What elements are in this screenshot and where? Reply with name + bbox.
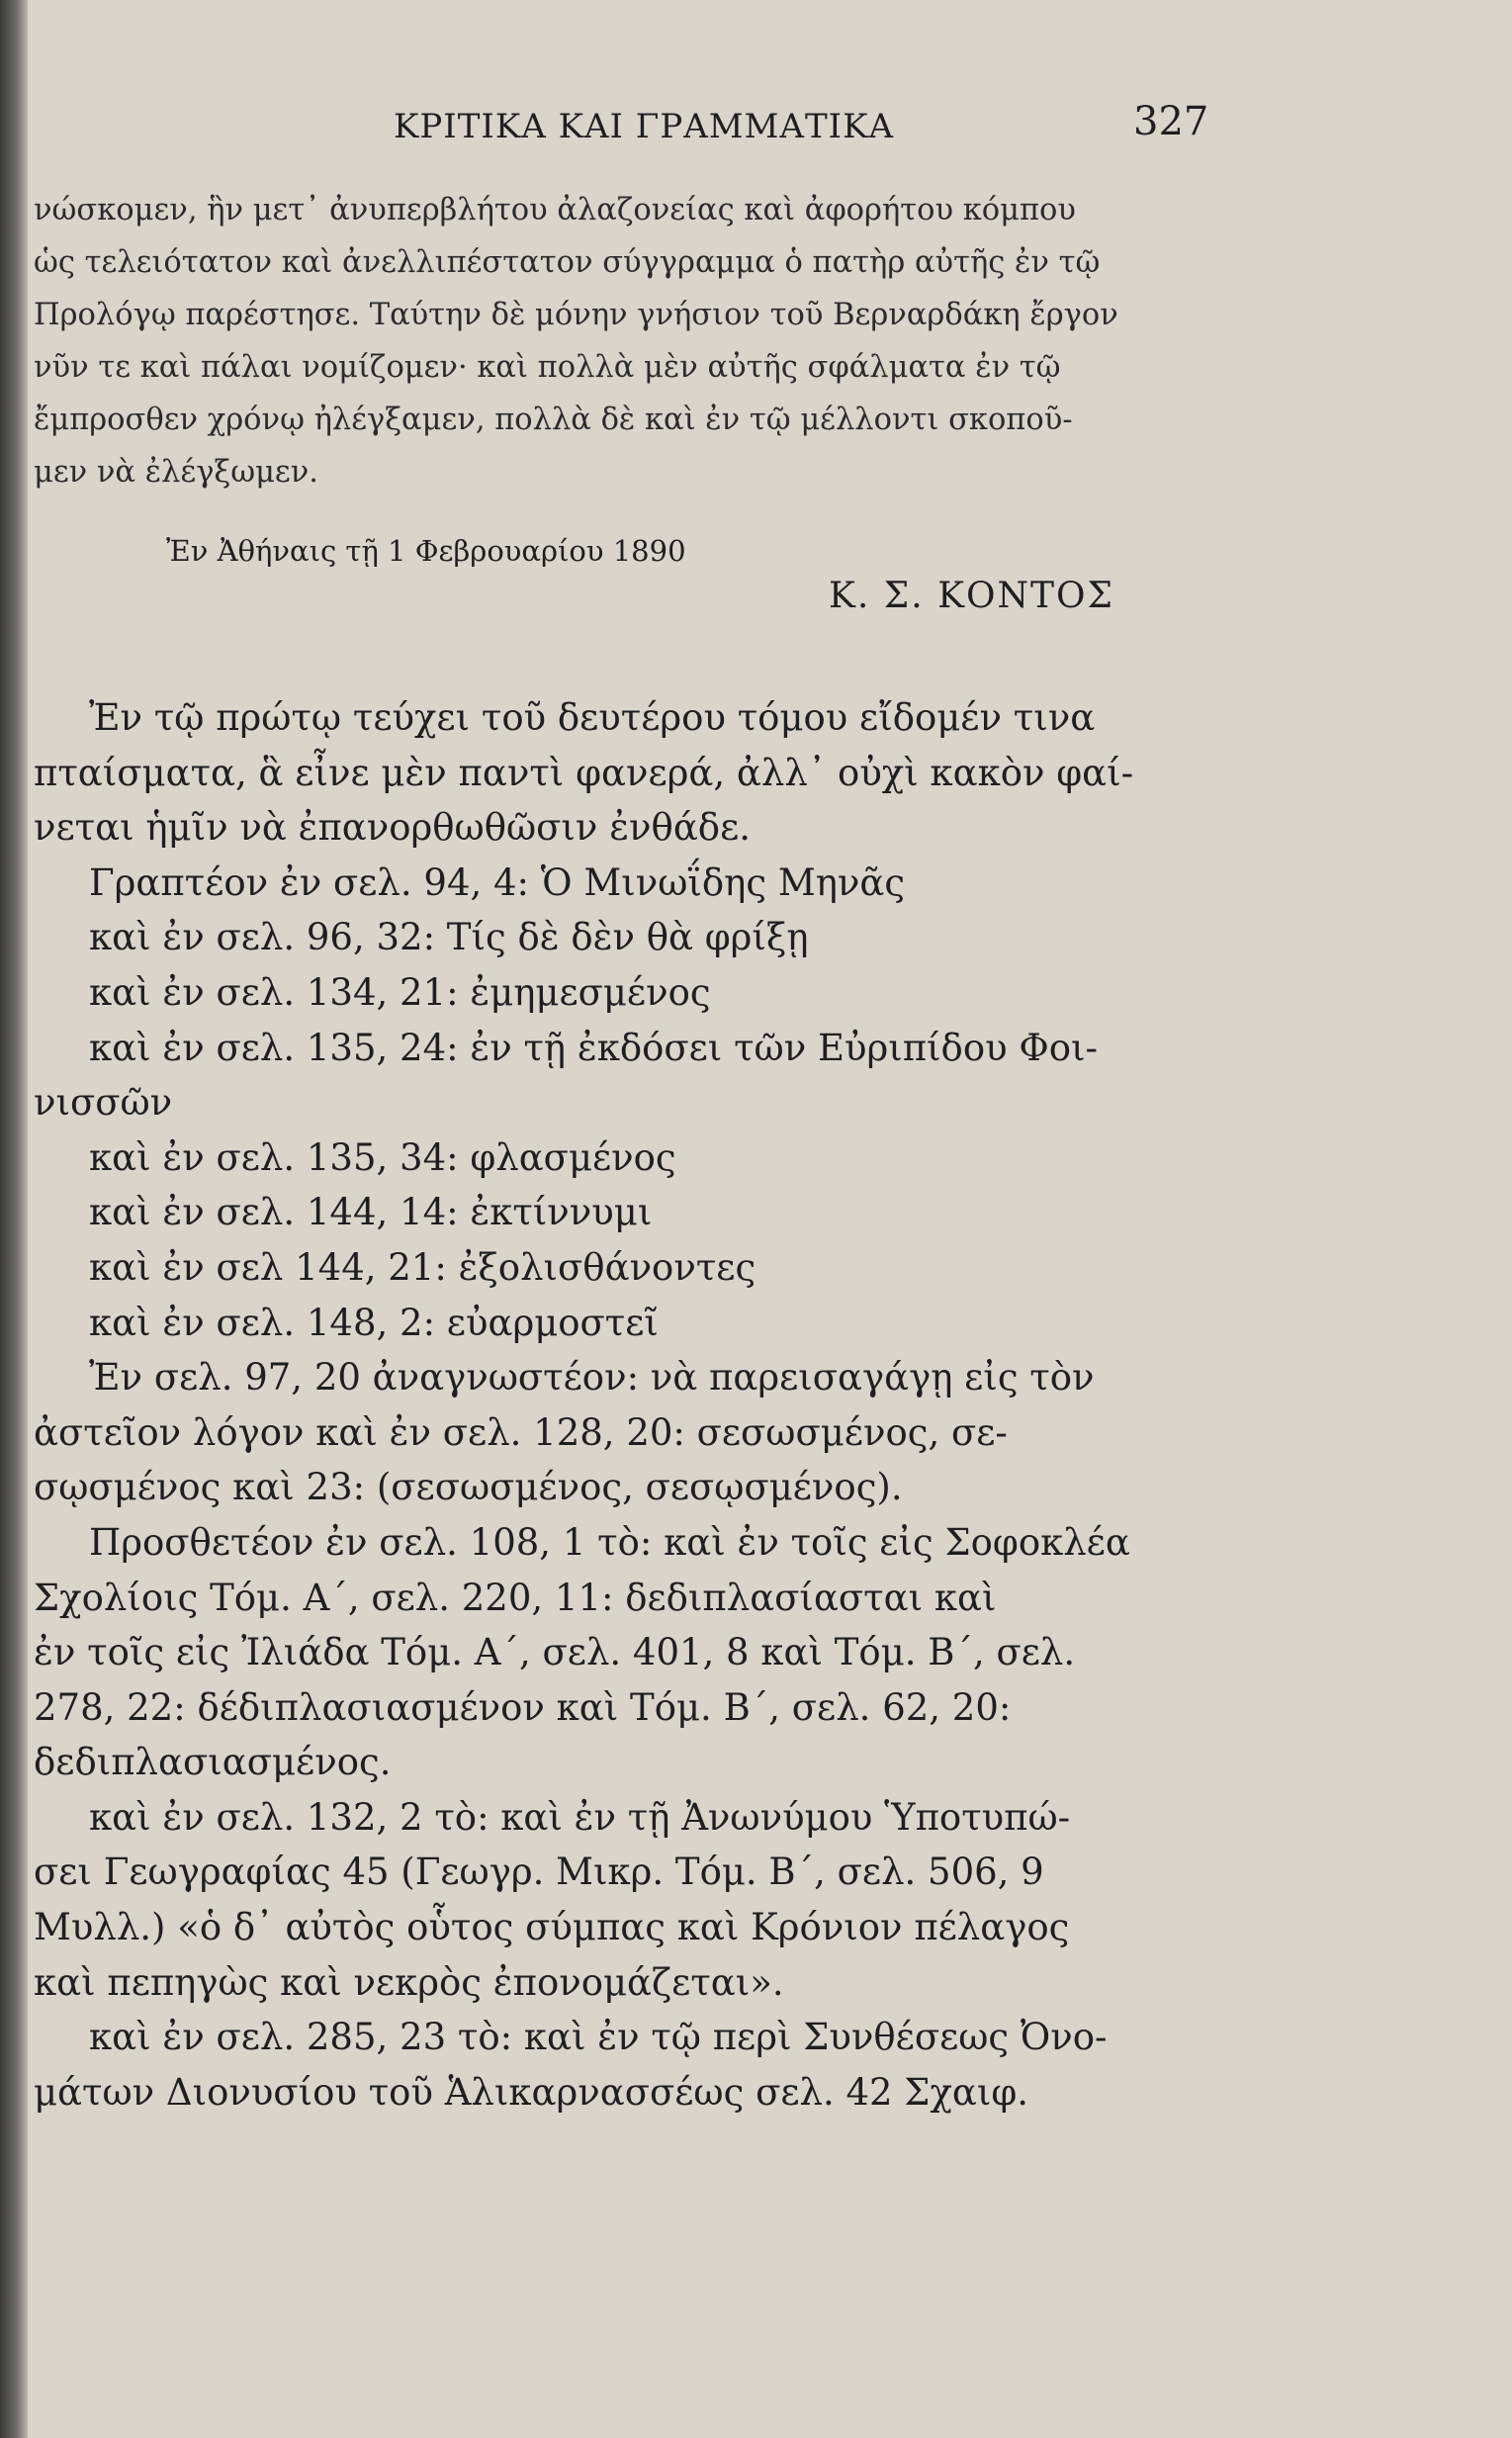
text-line: νῦν τε καὶ πάλαι νομίζομεν· καὶ πολλὰ μὲν αὐτῆς σφάλματα ἐν τῷ bbox=[34, 350, 1061, 385]
text-line: Ἐν σελ. 97, 20 ἀναγνωστέον: νὰ παρεισαγάγῃ εἰς τὸν bbox=[89, 1356, 1095, 1400]
page-number: 327 bbox=[1133, 99, 1209, 144]
text-line: μεν νὰ ἐλέγξωμεν. bbox=[34, 455, 318, 490]
running-head: ΚΡΙΤΙΚΑ ΚΑΙ ΓΡΑΜΜΑΤΙΚΑ bbox=[394, 107, 895, 146]
text-line: ἐν τοῖς εἰς Ἰλιάδα Τόμ. Α΄, σελ. 401, 8 καὶ Τόμ. Β΄, σελ. bbox=[34, 1631, 1076, 1674]
text-line: Προσθετέον ἐν σελ. 108, 1 τὸ: καὶ ἐν τοῖς εἰς Σοφοκλέα bbox=[89, 1520, 1130, 1564]
text-line: ὡς τελειότατον καὶ ἀνελλιπέστατον σύγγραμμα ὁ πατὴρ αὐτῆς ἐν τῷ bbox=[34, 245, 1101, 280]
author-signature: Κ. Σ. ΚΟΝΤΟΣ bbox=[829, 576, 1115, 616]
text-line: δεδιπλασιασμένος. bbox=[34, 1741, 392, 1784]
date-line: Ἐν Ἀθήναις τῇ 1 Φεβρουαρίου 1890 bbox=[166, 534, 686, 568]
text-line: 278, 22: δέδιπλασιασμένον καὶ Τόμ. Β΄, σελ. 62, 20: bbox=[34, 1685, 1012, 1729]
text-line: Σχολίοις Τόμ. Α΄, σελ. 220, 11: δεδιπλασίασται καὶ bbox=[34, 1576, 997, 1619]
text-line: καὶ ἐν σελ. 285, 23 τὸ: καὶ ἐν τῷ περὶ Συνθέσεως Ὀνο- bbox=[89, 2016, 1108, 2059]
errata-section bbox=[34, 690, 1260, 2120]
text-line: μάτων Διονυσίου τοῦ Ἁλικαρνασσέως σελ. 42 Σχαιφ. bbox=[34, 2070, 1029, 2114]
text-line: νώσκομεν, ἣν μετ᾽ ἀνυπερβλήτου ἀλαζονείας καὶ ἀφορήτου κόμπου bbox=[34, 193, 1076, 227]
page-header bbox=[28, 99, 1512, 158]
text-line: σει Γεωγραφίας 45 (Γεωγρ. Μικρ. Τόμ. Β΄, σελ. 506, 9 bbox=[34, 1851, 1044, 1894]
text-line: καὶ πεπηγὼς καὶ νεκρὸς ἐπονομάζεται». bbox=[34, 1960, 784, 2004]
text-line: Ἐν τῷ πρώτῳ τεύχει τοῦ δευτέρου τόμου εἴδομέν τινα bbox=[89, 696, 1096, 739]
text-line: ἔμπροσθεν χρόνῳ ἠλέγξαμεν, πολλὰ δὲ καὶ ἐν τῷ μέλλοντι σκοποῦ- bbox=[34, 403, 1073, 437]
text-line: καὶ ἐν σελ. 135, 24: ἐν τῇ ἐκδόσει τῶν Εὐριπίδου Φοι- bbox=[89, 1026, 1098, 1069]
text-line: καὶ ἐν σελ. 135, 34: φλασμένος bbox=[89, 1135, 676, 1179]
text-line: καὶ ἐν σελ. 134, 21: ἐμημεσμένος bbox=[89, 970, 711, 1014]
text-line: καὶ ἐν σελ. 132, 2 τὸ: καὶ ἐν τῇ Ἀνωνύμου Ὑποτυπώ- bbox=[89, 1795, 1071, 1839]
text-line: ἀστεῖον λόγον καὶ ἐν σελ. 128, 20: σεσωσμένος, σε- bbox=[34, 1410, 1008, 1454]
text-line: καὶ ἐν σελ. 148, 2: εὐαρμοστεῖ bbox=[89, 1301, 659, 1344]
closing-paragraph bbox=[34, 184, 1250, 498]
text-line: νισσῶν bbox=[34, 1081, 173, 1125]
text-line: Προλόγῳ παρέστησε. Ταύτην δὲ μόνην γνήσιον τοῦ Βερναρδάκη ἔργον bbox=[34, 298, 1118, 332]
text-line: πταίσματα, ἃ εἶνε μὲν παντὶ φανερά, ἀλλ᾽ οὐχὶ κακὸν φαί- bbox=[34, 751, 1134, 794]
text-line: νεται ἡμῖν νὰ ἐπανορθωθῶσιν ἐνθάδε. bbox=[34, 806, 752, 850]
text-line: καὶ ἐν σελ. 144, 14: ἐκτίννυμι bbox=[89, 1191, 653, 1234]
text-line: Μυλλ.) «ὁ δ᾽ αὐτὸς οὗτος σύμπας καὶ Κρόνιον πέλαγος bbox=[34, 1906, 1070, 1949]
text-line: καὶ ἐν σελ 144, 21: ἐξολισθάνοντες bbox=[89, 1245, 756, 1289]
text-line: καὶ ἐν σελ. 96, 32: Τίς δὲ δὲν θὰ φρίξῃ bbox=[89, 916, 809, 959]
scan-edge bbox=[0, 0, 28, 2438]
text-line: Γραπτέον ἐν σελ. 94, 4: Ὁ Μινωΐδης Μηνᾶς bbox=[89, 860, 906, 904]
text-line: σῳσμένος καὶ 23: (σεσωσμένος, σεσῳσμένος). bbox=[34, 1466, 903, 1509]
book-page bbox=[28, 0, 1512, 2438]
